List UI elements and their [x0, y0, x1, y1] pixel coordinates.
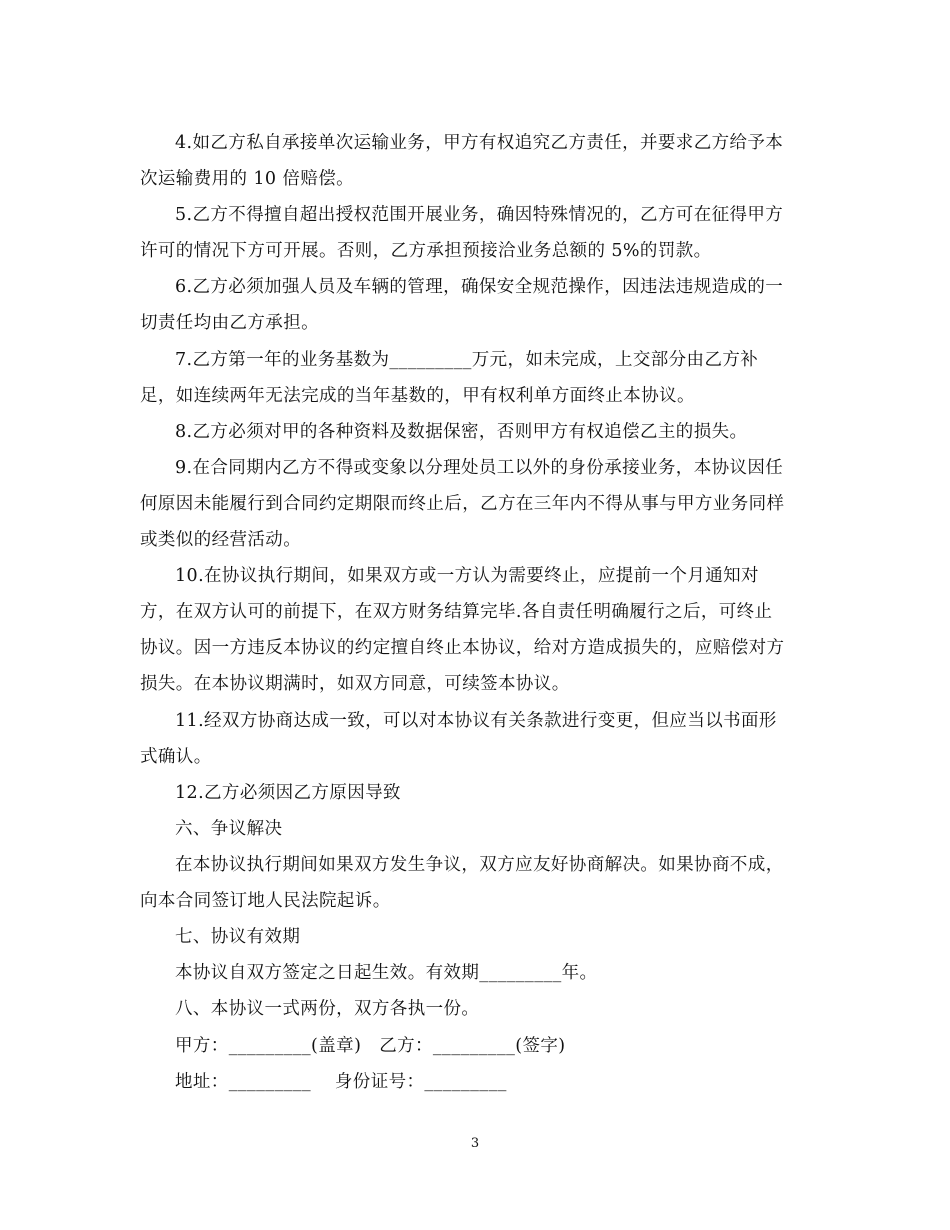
section-7-line-1: 本协议自双方签定之日起生效。有效期_________年。: [175, 963, 598, 983]
signature-line: 甲方：_________(盖章) 乙方：_________(签字): [175, 1036, 566, 1056]
clause-9-line-2: 何原因未能履行到合同约定期限而终止后，乙方在三年内不得从事与甲方业务同样: [140, 494, 785, 514]
section-8-heading: 八、本协议一式两份，双方各执一份。: [175, 999, 480, 1019]
clause-12-line-1: 12.乙方必须因乙方原因导致: [175, 783, 401, 803]
clause-10-line-4: 损失。在本协议期满时，如双方同意，可续签本协议。: [140, 674, 570, 694]
clause-6-line-1: 6.乙方必须加强人员及车辆的管理，确保安全规范操作，因违法违规造成的一: [175, 277, 784, 297]
clause-5-line-2: 许可的情况下方可开展。否则，乙方承担预接洽业务总额的 5%的罚款。: [140, 241, 712, 261]
address-id-line: 地址：_________ 身份证号：_________: [175, 1072, 507, 1092]
section-6-line-2: 向本合同签订地人民法院起诉。: [140, 891, 391, 911]
section-7-heading: 七、协议有效期: [175, 927, 301, 947]
clause-6-line-2: 切责任均由乙方承担。: [140, 313, 319, 333]
clause-9-line-1: 9.在合同期内乙方不得或变象以分理处员工以外的身份承接业务，本协议因任: [175, 458, 784, 478]
clause-10-line-3: 协议。因一方违反本协议的约定擅自终止本协议，给对方造成损失的，应赔偿对方: [140, 638, 785, 658]
clause-7-line-2: 足，如连续两年无法完成的当年基数的，甲有权利单方面终止本协议。: [140, 386, 695, 406]
clause-4-line-2: 次运输费用的 10 倍赔偿。: [140, 169, 354, 189]
clause-8-line-1: 8.乙方必须对甲的各种资料及数据保密，否则甲方有权追偿乙主的损失。: [175, 422, 748, 442]
clause-9-line-3: 或类似的经营活动。: [140, 530, 302, 550]
clause-10-line-1: 10.在协议执行期间，如果双方或一方认为需要终止，应提前一个月通知对: [175, 566, 759, 586]
section-6-line-1: 在本协议执行期间如果双方发生争议，双方应友好协商解决。如果协商不成，: [175, 855, 784, 875]
clause-4-line-1: 4.如乙方私自承接单次运输业务，甲方有权追究乙方责任，并要求乙方给予本: [175, 133, 784, 153]
clause-11-line-2: 式确认。: [140, 747, 212, 767]
clause-5-line-1: 5.乙方不得擅自超出授权范围开展业务，确因特殊情况的，乙方可在征得甲方: [175, 205, 784, 225]
clause-7-line-1: 7.乙方第一年的业务基数为_________万元，如未完成，上交部分由乙方补: [175, 350, 759, 370]
clause-10-line-2: 方，在双方认可的前提下，在双方财务结算完毕.各自责任明确履行之后，可终止: [140, 602, 773, 622]
section-6-heading: 六、争议解决: [175, 819, 283, 839]
clause-11-line-1: 11.经双方协商达成一致，可以对本协议有关条款进行变更，但应当以书面形: [175, 711, 777, 731]
page-number: 3: [470, 1136, 480, 1151]
